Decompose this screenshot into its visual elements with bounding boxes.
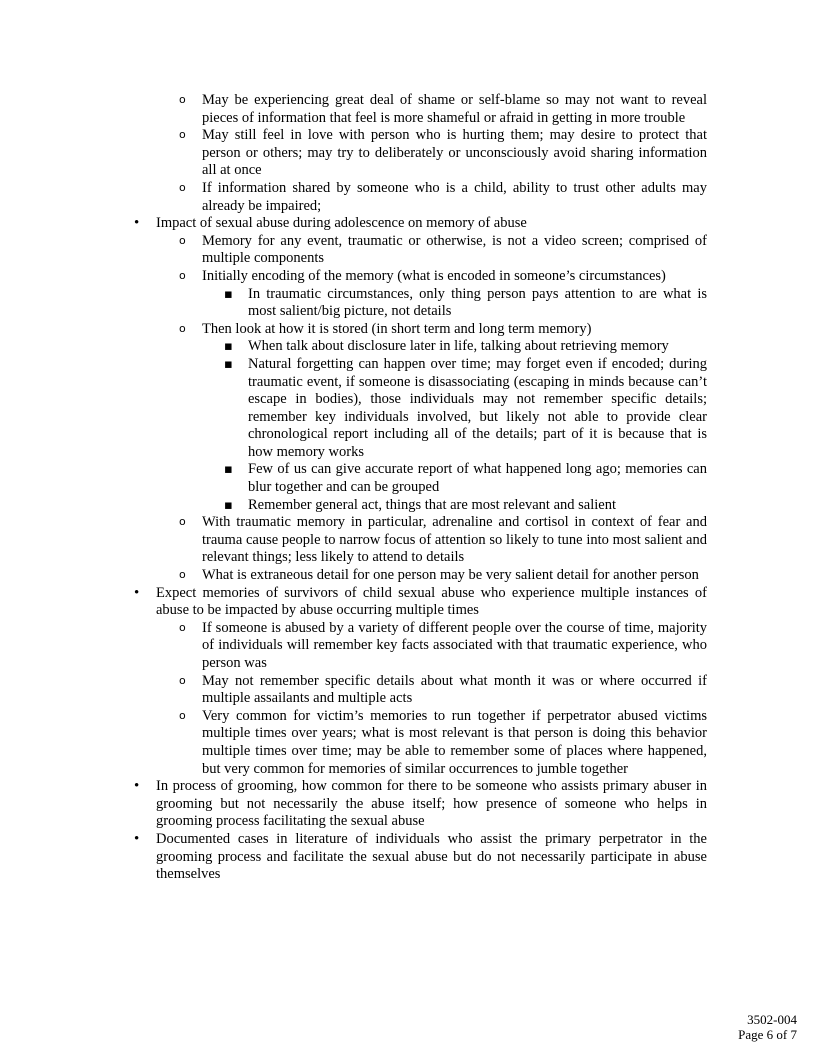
list-item: • Expect memories of survivors of child sexual abuse who experience multiple instances of abuse to be impacted by abuse occurring multiple times xyxy=(156,585,707,620)
list-item: • Impact of sexual abuse during adolescence on memory of abuse xyxy=(156,215,707,233)
list-item: o Then look at how it is stored (in short term and long term memory) xyxy=(202,321,707,339)
page-number: Page 6 of 7 xyxy=(738,1027,797,1042)
list-item: o What is extraneous detail for one person may be very salient detail for another person xyxy=(202,567,707,585)
list-item: ▪ Remember general act, things that are most relevant and salient xyxy=(248,497,707,515)
list-item: ▪ When talk about disclosure later in life, talking about retrieving memory xyxy=(248,338,707,356)
list-item: o Memory for any event, traumatic or otherwise, is not a video screen; comprised of multiple components xyxy=(202,233,707,268)
list-item: ▪ Few of us can give accurate report of what happened long ago; memories can blur together and can be grouped xyxy=(248,461,707,496)
list-item: o If someone is abused by a variety of different people over the course of time, majority of individuals will remember key facts associated with that traumatic experience, who person was xyxy=(202,620,707,673)
document-number: 3502-004 xyxy=(747,1012,797,1027)
list-item: o May still feel in love with person who is hurting them; may desire to protect that person or others; may try to deliberately or unconsciously avoid sharing information all at once xyxy=(202,127,707,180)
notes-outline xyxy=(0,92,816,884)
list-item: o Initially encoding of the memory (what is encoded in someone’s circumstances) xyxy=(202,268,707,286)
list-item: o Very common for victim’s memories to run together if perpetrator abused victims multiple times over years; what is most relevant is that person is doing this behavior multiple times over time; may be able to remember some of places where happened, but very common for memories of similar occurrences to jumble together xyxy=(202,708,707,778)
list-item: ▪ Natural forgetting can happen over time; may forget even if encoded; during traumatic event, if someone is disassociating (escaping in minds because can’t escape in bodies), those individuals may not remember specific details; remember key individuals involved, but likely not able to provide clear chronological report including all of the details; part of it is because that is how memory works xyxy=(248,356,707,462)
list-item: • Documented cases in literature of individuals who assist the primary perpetrator in the grooming process and facilitate the sexual abuse but do not necessarily participate in abuse themselves xyxy=(156,831,707,884)
list-item: ▪ In traumatic circumstances, only thing person pays attention to are what is most salient/big picture, not details xyxy=(248,286,707,321)
list-item: o If information shared by someone who is a child, ability to trust other adults may already be impaired; xyxy=(202,180,707,215)
list-item: o May be experiencing great deal of shame or self-blame so may not want to reveal pieces of information that feel is more shameful or afraid in getting in more trouble xyxy=(202,92,707,127)
page-footer xyxy=(738,1012,797,1042)
list-item: o With traumatic memory in particular, adrenaline and cortisol in context of fear and trauma cause people to narrow focus of attention so likely to tune into most salient and relevant things; less likely to attend to details xyxy=(202,514,707,567)
list-item: o May not remember specific details about what month it was or where occurred if multiple assailants and multiple acts xyxy=(202,673,707,708)
list-item: • In process of grooming, how common for there to be someone who assists primary abuser in grooming but not necessarily the abuse itself; how presence of someone who helps in grooming process facilitating the sexual abuse xyxy=(156,778,707,831)
